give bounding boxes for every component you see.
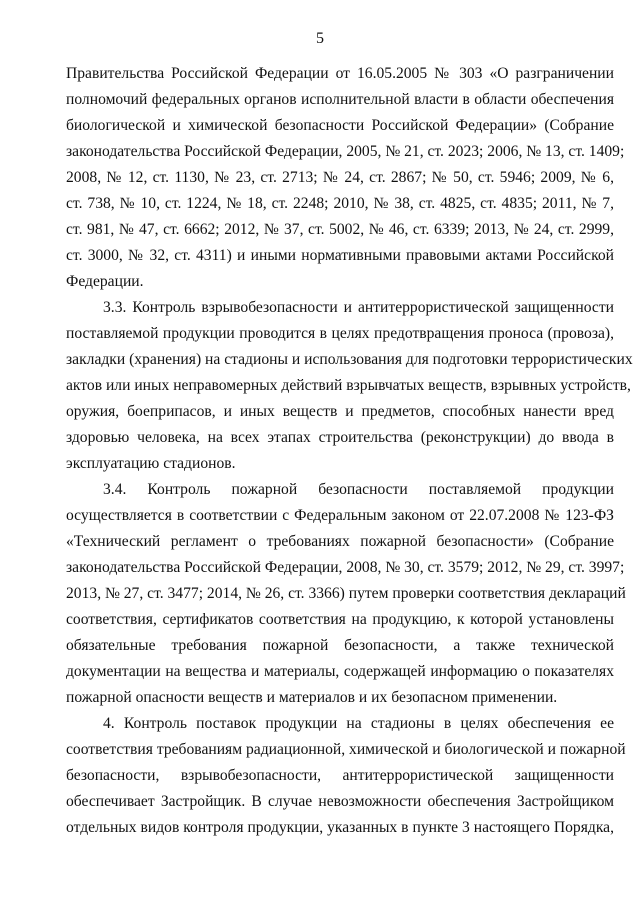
text-line: актов или иных неправомерных действий взрывчатых веществ, взрывных устройств, <box>66 377 631 394</box>
text-line: полномочий федеральных органов исполнительной власти в области обеспечения <box>66 91 614 108</box>
text-line: пожарной опасности веществ и материалов и их безопасном применении. <box>66 689 558 706</box>
text-line: осуществляется в соответствии с Федеральным законом от 22.07.2008 № 123-ФЗ <box>66 507 614 524</box>
text-line: законодательства Российской Федерации, 2005, № 21, ст. 2023; 2006, № 13, ст. 1409; <box>66 143 625 160</box>
text-line: соответствия требованиям радиационной, химической и биологической и пожарной <box>66 741 626 758</box>
text-line: обязательные требования пожарной безопасности, а также технической <box>66 637 614 654</box>
text-line: законодательства Российской Федерации, 2008, № 30, ст. 3579; 2012, № 29, ст. 3997; <box>66 559 625 576</box>
text-line: ст. 738, № 10, ст. 1224, № 18, ст. 2248; 2010, № 38, ст. 4825, ст. 4835; 2011, № 7, <box>66 195 614 212</box>
text-line: безопасности, взрывобезопасности, антитеррористической защищенности <box>66 767 614 784</box>
text-line: оружия, боеприпасов, и иных веществ и предметов, способных нанести вред <box>66 403 614 420</box>
text-line: соответствия, сертификатов соответствия на продукцию, к которой установлены <box>66 611 614 628</box>
text-line: поставляемой продукции проводится в целях предотвращения проноса (провоза), <box>66 325 614 342</box>
text-line: Правительства Российской Федерации от 16.05.2005 № 303 «О разграничении <box>66 65 614 82</box>
text-line: отдельных видов контроля продукции, указанных в пункте 3 настоящего Порядка, <box>66 819 614 836</box>
text-line: документации на вещества и материалы, содержащей информацию о показателях <box>66 663 614 680</box>
text-line: ст. 981, № 47, ст. 6662; 2012, № 37, ст. 5002, № 46, ст. 6339; 2013, № 24, ст. 2999, <box>66 221 614 238</box>
text-line: 3.4. Контроль пожарной безопасности поставляемой продукции <box>103 481 614 498</box>
text-line: закладки (хранения) на стадионы и использования для подготовки террористических <box>66 351 633 368</box>
text-line: 3.3. Контроль взрывобезопасности и антитеррористической защищенности <box>103 299 614 316</box>
text-line: «Технический регламент о требованиях пожарной безопасности» (Собрание <box>66 533 614 550</box>
text-line: Федерации. <box>66 273 144 290</box>
text-line: ст. 3000, № 32, ст. 4311) и иными нормативными правовыми актами Российской <box>66 247 614 264</box>
text-line: биологической и химической безопасности Российской Федерации» (Собрание <box>66 117 614 134</box>
text-line: здоровью человека, на всех этапах строительства (реконструкции) до ввода в <box>66 429 614 446</box>
text-line: 4. Контроль поставок продукции на стадионы в целях обеспечения ее <box>103 715 614 732</box>
text-line: обеспечивает Застройщик. В случае невозможности обеспечения Застройщиком <box>66 793 614 810</box>
page-number: 5 <box>316 30 324 47</box>
text-line: 2008, № 12, ст. 1130, № 23, ст. 2713; № 24, ст. 2867; № 50, ст. 5946; 2009, № 6, <box>66 169 614 186</box>
text-line: 2013, № 27, ст. 3477; 2014, № 26, ст. 3366) путем проверки соответствия деклараций <box>66 585 626 602</box>
text-line: эксплуатацию стадионов. <box>66 455 236 472</box>
